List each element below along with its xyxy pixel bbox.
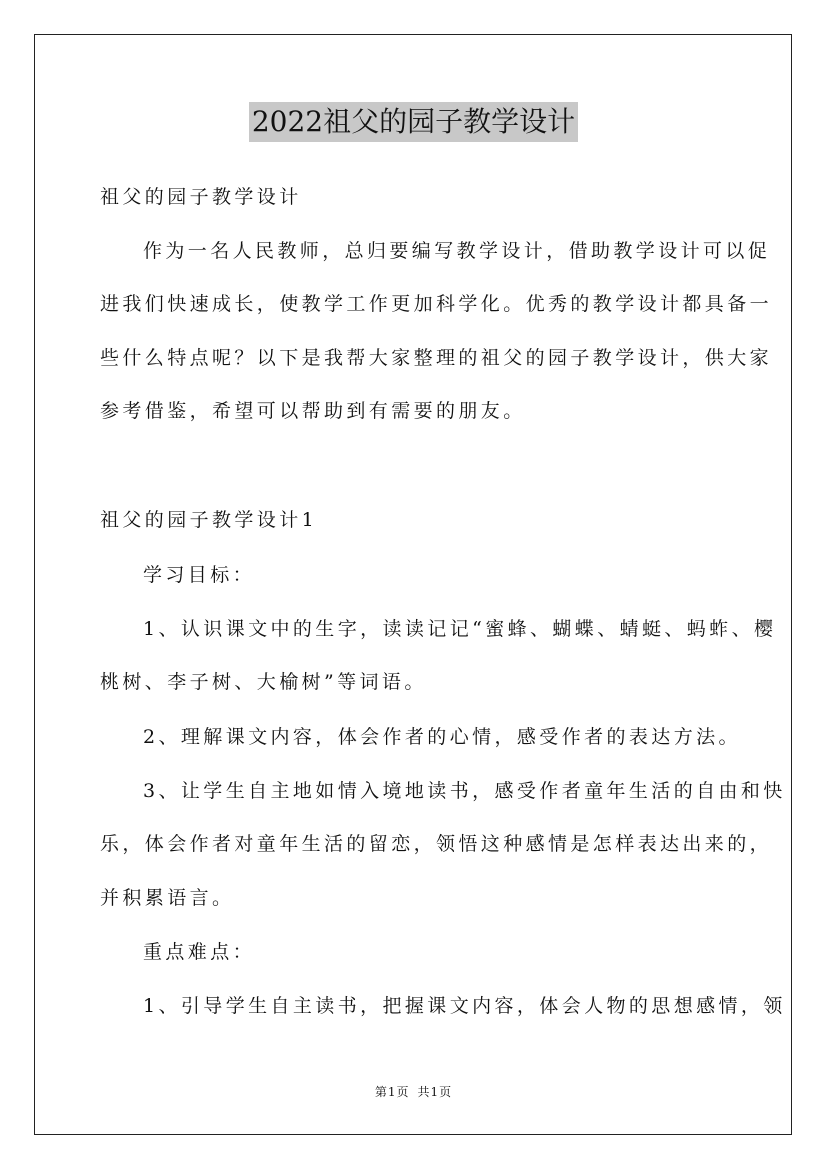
goal-1-line: 桃树、李子树、大榆树”等词语。 [100, 671, 427, 693]
document-title: 2022祖父的园子教学设计 [249, 102, 578, 142]
page-footer [0, 1083, 827, 1100]
subtitle: 祖父的园子教学设计 [100, 186, 302, 208]
intro-line: 作为一名人民教师，总归要编写教学设计，借助教学设计可以促 [143, 240, 771, 262]
goal-3-line: 3、让学生自主地如情入境地读书，感受作者童年生活的自由和快 [143, 780, 786, 802]
intro-line: 些什么特点呢？以下是我帮大家整理的祖父的园子教学设计，供大家 [100, 347, 773, 369]
goals-label: 学习目标： [143, 564, 256, 586]
goal-1-line: 1、认识课文中的生字，读读记记“蜜蜂、蝴蝶、蜻蜓、蚂蚱、樱 [143, 618, 777, 640]
goal-3-line: 乐，体会作者对童年生活的留恋，领悟这种感情是怎样表达出来的， [100, 833, 773, 855]
intro-line: 进我们快速成长，使教学工作更加科学化。优秀的教学设计都具备一 [100, 293, 773, 315]
difficulty-1: 1、引导学生自主读书，把握课文内容，体会人物的思想感情，领 [143, 995, 786, 1017]
section-heading: 祖父的园子教学设计1 [100, 509, 318, 531]
difficulty-label: 重点难点： [143, 941, 256, 963]
page-total: 共1页 [417, 1085, 453, 1099]
goal-3-line: 并积累语言。 [100, 887, 235, 909]
title-container [0, 102, 827, 142]
goal-2: 2、理解课文内容，体会作者的心情，感受作者的表达方法。 [143, 726, 741, 748]
page-number: 第1页 [374, 1085, 410, 1099]
intro-line: 参考借鉴，希望可以帮助到有需要的朋友。 [100, 400, 526, 422]
